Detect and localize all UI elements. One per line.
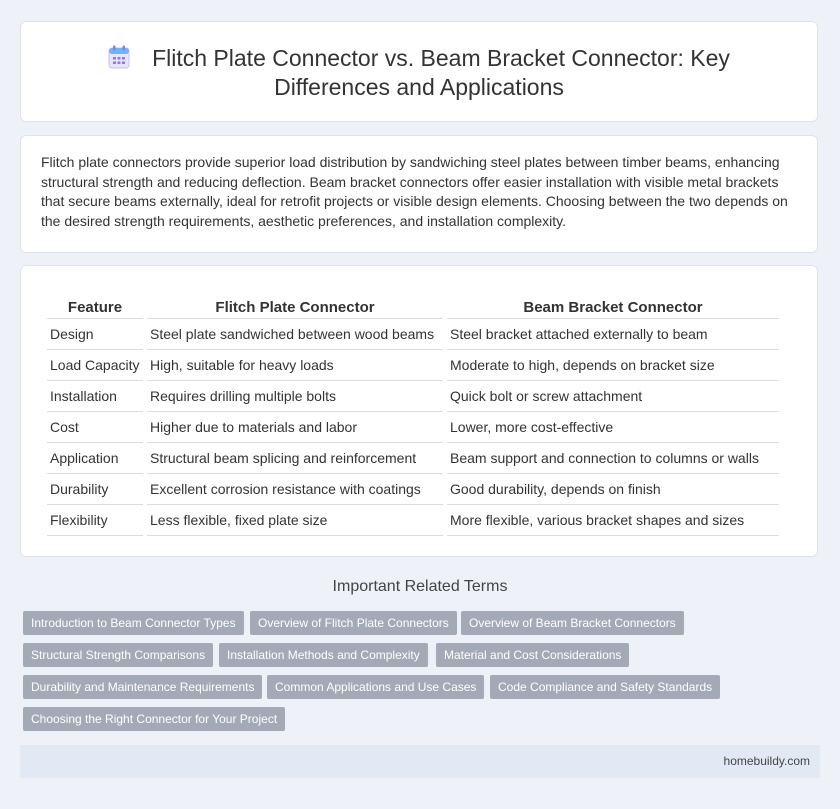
table-cell: High, suitable for heavy loads	[147, 350, 443, 381]
table-cell: Installation	[47, 381, 143, 412]
table-cell: Load Capacity	[47, 350, 143, 381]
table-cell: Durability	[47, 474, 143, 505]
column-header-feature: Feature	[47, 294, 143, 319]
table-row	[47, 381, 779, 412]
comparison-table	[43, 294, 783, 536]
related-tag[interactable]: Introduction to Beam Connector Types	[23, 611, 244, 635]
related-tag[interactable]: Structural Strength Comparisons	[23, 643, 213, 667]
header-card	[20, 21, 818, 122]
table-header-row	[47, 294, 779, 319]
related-tag[interactable]: Durability and Maintenance Requirements	[23, 675, 262, 699]
table-cell: Moderate to high, depends on bracket size	[447, 350, 779, 381]
related-tag[interactable]: Overview of Beam Bracket Connectors	[461, 611, 684, 635]
related-terms-title: Important Related Terms	[332, 578, 508, 595]
intro-card	[20, 135, 818, 253]
related-tag[interactable]: Installation Methods and Complexity	[219, 643, 428, 667]
table-cell: Quick bolt or screw attachment	[447, 381, 779, 412]
footer	[20, 745, 820, 778]
table-cell: Requires drilling multiple bolts	[147, 381, 443, 412]
table-row	[47, 319, 779, 350]
table-cell: Application	[47, 443, 143, 474]
page-title	[21, 22, 817, 102]
table-cell: Steel plate sandwiched between wood beams	[147, 319, 443, 350]
footer-site-link[interactable]: homebuildy.com	[723, 754, 810, 768]
table-cell: Excellent corrosion resistance with coatings	[147, 474, 443, 505]
table-row	[47, 505, 779, 536]
table-cell: Cost	[47, 412, 143, 443]
table-cell: Steel bracket attached externally to beam	[447, 319, 779, 350]
related-tag[interactable]: Overview of Flitch Plate Connectors	[250, 611, 457, 635]
table-cell: Structural beam splicing and reinforcement	[147, 443, 443, 474]
table-cell: Good durability, depends on finish	[447, 474, 779, 505]
related-tag[interactable]: Choosing the Right Connector for Your Project	[23, 707, 285, 731]
column-header-bracket: Beam Bracket Connector	[447, 294, 779, 319]
table-cell: More flexible, various bracket shapes and sizes	[447, 505, 779, 536]
table-row	[47, 474, 779, 505]
intro-text: Flitch plate connectors provide superior load distribution by sandwiching steel plates between timber beams, enhancing structural strength and reducing deflection. Beam bracket connectors offer easier installation with visible metal brackets that secure beams externally, ideal for retrofit projects or visible design elements. Choosing between the two depends on the desired strength requirements, aesthetic preferences, and installation complexity.	[41, 154, 788, 229]
column-header-flitch: Flitch Plate Connector	[147, 294, 443, 319]
related-tag[interactable]: Material and Cost Considerations	[436, 643, 629, 667]
table-cell: Flexibility	[47, 505, 143, 536]
table-cell: Lower, more cost-effective	[447, 412, 779, 443]
page-title-text: Flitch Plate Connector vs. Beam Bracket Connector: Key Differences and Applications	[152, 45, 730, 100]
table-cell: Less flexible, fixed plate size	[147, 505, 443, 536]
related-tag[interactable]: Common Applications and Use Cases	[267, 675, 484, 699]
calendar-icon	[108, 45, 130, 69]
table-cell: Beam support and connection to columns or walls	[447, 443, 779, 474]
table-row	[47, 350, 779, 381]
table-cell: Higher due to materials and labor	[147, 412, 443, 443]
related-tag[interactable]: Code Compliance and Safety Standards	[490, 675, 720, 699]
table-cell: Design	[47, 319, 143, 350]
comparison-card	[20, 265, 818, 557]
table-row	[47, 412, 779, 443]
table-row	[47, 443, 779, 474]
